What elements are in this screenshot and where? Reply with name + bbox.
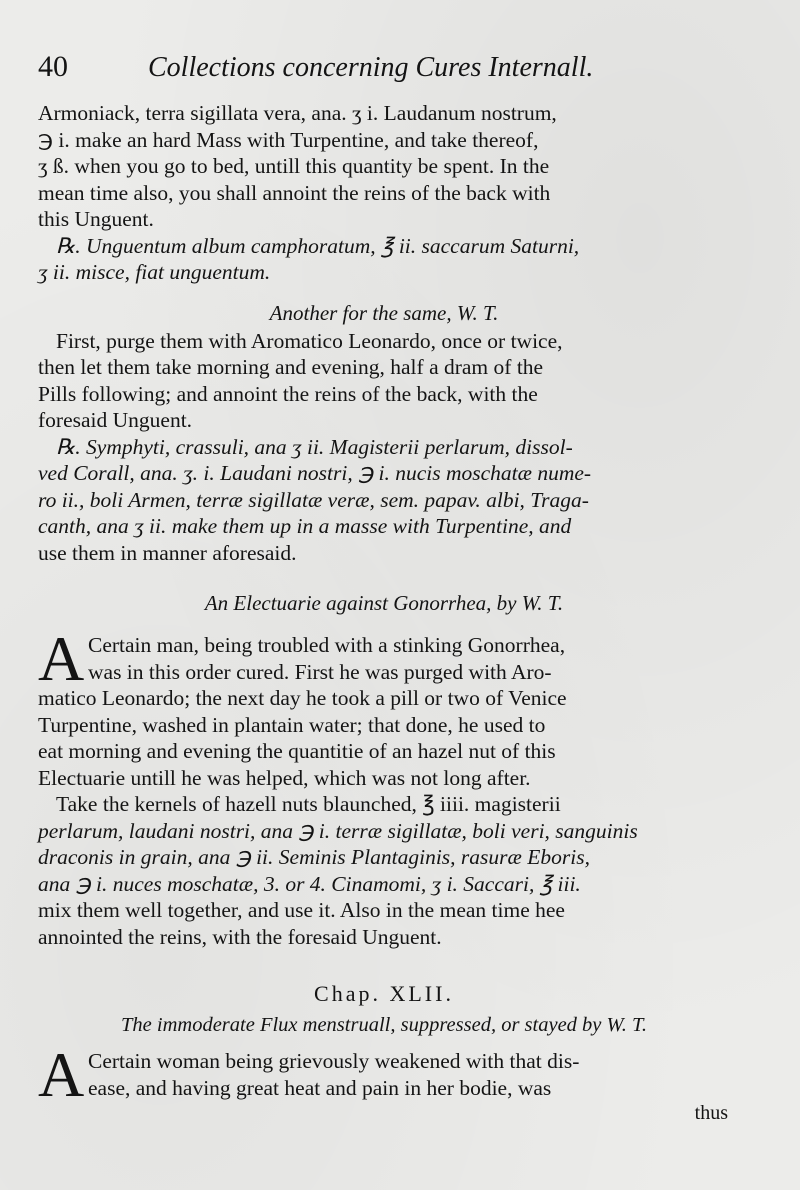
drop-cap: A	[38, 623, 85, 694]
text-line: then let them take morning and evening, half a dram of the	[38, 355, 544, 379]
text-line: this Unguent.	[38, 207, 154, 231]
drop-cap: A	[38, 1039, 85, 1110]
chapter-title: The immoderate Flux menstruall, suppressed, or stayed by W. T.	[121, 1014, 647, 1036]
text-line: perlarum, laudani nostri, ana ℈ i. terræ sigillatæ, boli veri, sanguinis	[38, 818, 638, 843]
text-line: ease, and having great heat and pain in her bodie, was	[88, 1075, 552, 1100]
chapter-heading: Chap. XLII.	[314, 981, 454, 1006]
paragraph-2	[38, 328, 730, 434]
text-line: was in this order cured. First he was purged with Aro-	[88, 659, 552, 684]
text-line: draconis in grain, ana ℈ ii. Seminis Plantaginis, rasuræ Eboris,	[38, 845, 590, 869]
paragraph-1	[38, 100, 730, 233]
text-line: Take the kernels of hazell nuts blaunched, ℥ iiii. magisterii	[56, 792, 561, 816]
running-head: Collections concerning Cures Internall.	[148, 52, 594, 83]
text-line: mean time also, you shall annoint the reins of the back with	[38, 180, 551, 205]
text-line: ʒ ß. when you go to bed, untill this quantity be spent. In the	[38, 154, 550, 178]
text-line: ℈ i. make an hard Mass with Turpentine, and take thereof,	[38, 127, 539, 152]
text-line: ℞. Symphyti, crassuli, ana ʒ ii. Magisterii perlarum, dissol-	[56, 434, 573, 459]
text-line: First, purge them with Aromatico Leonardo, once or twice,	[56, 328, 563, 353]
catchword: thus	[694, 1102, 728, 1124]
text-line: mix them well together, and use it. Also in the mean time hee	[38, 898, 565, 922]
text-line: annointed the reins, with the foresaid Unguent.	[38, 924, 442, 949]
text-line: Electuarie untill he was helped, which was not long after.	[38, 765, 531, 790]
paragraph-3	[38, 623, 730, 694]
page-number: 40	[38, 50, 68, 83]
text-line: ʒ ii. misce, fiat unguentum.	[38, 260, 271, 284]
text-line: Turpentine, washed in plantain water; that done, he used to	[38, 712, 546, 737]
text-line: Certain woman being grievously weakened with that dis-	[88, 1049, 580, 1073]
text-line: matico Leonardo; the next day he took a pill or two of Venice	[38, 686, 567, 710]
recipe-1	[38, 233, 730, 286]
paragraph-5	[38, 1039, 730, 1110]
text-line: foresaid Unguent.	[38, 408, 193, 432]
text-line: ved Corall, ana. ʒ. i. Laudani nostri, ℈ i. nucis moschatæ nume-	[38, 461, 592, 485]
section-heading: An Electuarie against Gonorrhea, by W. T.	[204, 591, 564, 615]
text-line: canth, ana ʒ ii. make them up in a masse with Turpentine, and	[38, 514, 572, 538]
paragraph-3-body	[38, 685, 730, 791]
text-line: use them in manner aforesaid.	[38, 540, 297, 565]
text-line: Certain man, being troubled with a stinking Gonorrhea,	[88, 633, 566, 657]
text-line: ro ii., boli Armen, terræ sigillatæ veræ, sem. papav. albi, Traga-	[38, 487, 589, 512]
recipe-2	[38, 434, 730, 567]
text-line: Armoniack, terra sigillata vera, ana. ʒ i. Laudanum nostrum,	[38, 101, 557, 125]
paragraph-4	[38, 791, 730, 950]
text-line: eat morning and evening the quantitie of an hazel nut of this	[38, 739, 556, 763]
page-header	[38, 50, 730, 100]
text-line: ℞. Unguentum album camphoratum, ℥ ii. saccarum Saturni,	[56, 233, 580, 258]
text-line: Pills following; and annoint the reins of the back, with the	[38, 381, 538, 406]
text-line: ana ℈ i. nuces moschatæ, 3. or 4. Cinamomi, ʒ i. Saccari, ℥ iii.	[38, 871, 581, 896]
section-heading: Another for the same, W. T.	[269, 300, 499, 325]
